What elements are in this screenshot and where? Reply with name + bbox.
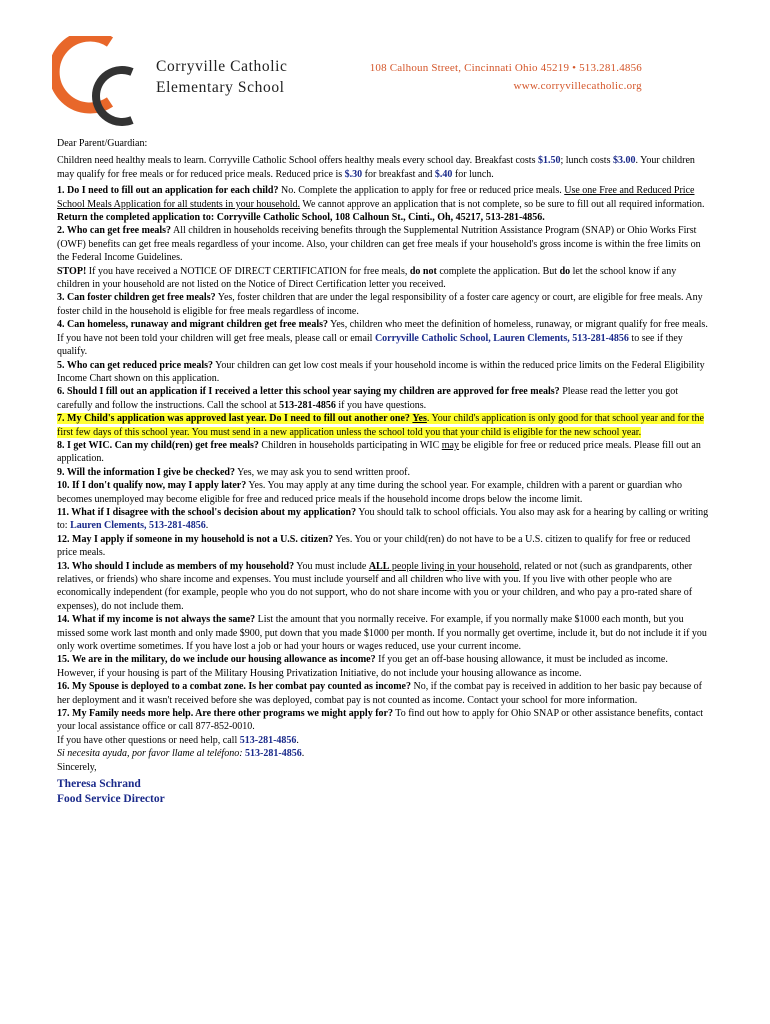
closing-text: . <box>296 734 299 746</box>
answer: . Your child's application is only good for that school year and for the first few days of this school year. You must send in a new application unless the school told you that your child is eligible for the new school year. <box>57 413 704 438</box>
closing-text: If you have other questions or need help, call <box>57 734 240 746</box>
faq-item-1 <box>57 184 709 224</box>
answer: Yes, foster children that are under the legal responsibility of a foster care agency or court, are eligible for free meals. Any foster child in the household is eligible for free meals regardless of income. <box>57 292 703 317</box>
question: 13. Who should I include as members of my household? <box>57 560 295 572</box>
question: 4. Can homeless, runaway and migrant children get free meals? <box>57 319 329 331</box>
answer: complete the application. But <box>436 265 560 277</box>
closing-help <box>57 734 709 747</box>
answer: , related or not (such as grandparents, other relatives, or friends) who share income and expenses. You must include yourself and all children who live with you. If you live with other people who are economically independent (for example, people who you do not support, who do not share income with you or your children, and who pay a pro-rated share of expenses), do not include them. <box>57 560 693 612</box>
faq-item-10 <box>57 479 709 506</box>
faq-item-13 <box>57 560 709 614</box>
answer: No, if the combat pay is received in addition to her basic pay because of her deployment and it wasn't received before she was deployed, combat pay is not counted as income. Contact your school for more information. <box>57 681 702 706</box>
reduced-lunch-cost: $.40 <box>434 168 453 180</box>
question: 5. Who can get reduced price meals? <box>57 359 214 371</box>
answer: Yes. You may apply at any time during the school year. For example, children with a parent or guardian who becomes unemployed may become eligible for free and reduced price meals if the household income drops below the income limit. <box>57 480 682 505</box>
answer: You should talk to school officials. You also may ask for a hearing by calling or writing to: <box>57 506 709 532</box>
question: 6. Should I fill out an application if I received a letter this school year saying my children are approved for free meals? <box>57 386 560 398</box>
question: 1. Do I need to fill out an application for each child? <box>57 185 279 197</box>
answer: Yes. You or your child(ren) do not have to be a U.S. citizen to qualify for free or reduced price meals. <box>57 533 691 559</box>
reduced-breakfast-cost: $.30 <box>344 168 363 180</box>
faq-item-12 <box>57 533 709 560</box>
answer: . <box>205 520 209 532</box>
answer: To find out how to apply for Ohio SNAP or other assistance benefits, contact your local assistance office or call 877-852-0010. <box>57 708 704 733</box>
faq-item-15 <box>57 653 709 680</box>
answer: Yes, children who meet the definition of homeless, runaway, or migrant qualify for free meals. If you have not been told your children will get free meals, please call or email <box>57 319 708 344</box>
letter-body <box>57 137 709 807</box>
faq-item-3 <box>57 291 709 318</box>
school-name <box>156 56 288 98</box>
intro-text: Children need healthy meals to learn. Corryville Catholic School offers healthy meals every school day. Breakfast costs <box>57 155 538 167</box>
answer: All children in households receiving benefits through the Supplemental Nutrition Assistance Program (SNAP) or Ohio Works First (OWF) benefits can get free meals regardless of your income. Also, your children can get free meals if your household's gross income is within the free limits on the Federal Income Guidelines. <box>57 225 701 264</box>
letterhead <box>0 0 770 130</box>
faq-item-17 <box>57 707 709 734</box>
answer: Children in households participating in WIC <box>258 439 442 451</box>
question: 10. If I don't qualify now, may I apply later? <box>57 480 247 492</box>
question: 7. My Child's application was approved last year. Do I need to fill out another one? <box>57 413 410 425</box>
question: 8. I get WIC. Can my child(ren) get free meals? <box>57 439 259 451</box>
intro-text: ; lunch costs <box>560 155 613 167</box>
closing-text-spanish: Si necesita ayuda, por favor llame al teléfono: <box>57 748 246 760</box>
answer: You must include <box>294 560 369 572</box>
answer-underlined: Use one Free and Reduced Price School Meals Application for all students in your household. <box>57 185 695 210</box>
phone-number: 513-281-4856 <box>239 734 297 746</box>
intro-text: for breakfast and <box>362 168 435 180</box>
question: 15. We are in the military, do we include our housing allowance as income? <box>57 654 376 666</box>
question: 2. Who can get free meals? <box>57 225 172 237</box>
sincerely: Sincerely, <box>57 761 97 773</box>
answer-underlined: people living in your household <box>389 560 520 572</box>
faq-item-4 <box>57 318 709 358</box>
lunch-cost: $3.00 <box>612 155 636 167</box>
answer-all: ALL <box>368 560 390 572</box>
answer: be eligible for free or reduced price meals. Please fill out an application. <box>57 439 701 465</box>
school-name-line2: Elementary School <box>156 79 285 96</box>
faq-item-5 <box>57 359 709 386</box>
answer-underlined: may <box>441 439 459 451</box>
faq-item-14 <box>57 613 709 653</box>
question: 14. What if my income is not always the same? <box>57 614 256 626</box>
return-address: Return the completed application to: Corryville Catholic School, 108 Calhoun St., Cinti., Oh, 45217, 513-281-4856. <box>57 212 545 224</box>
contact-info: Corryville Catholic School, Lauren Clements, 513-281-4856 <box>374 332 629 344</box>
contact-info: Lauren Clements, 513-281-4856 <box>70 520 206 532</box>
answer: If you get an off-base housing allowance, it must be included as income. However, if your housing is part of the Military Housing Privatization Initiative, do not include your housing allowance as income. <box>57 654 668 679</box>
phone-number: 513-281-4856 <box>279 399 336 411</box>
faq-item-7 <box>57 412 709 439</box>
intro-paragraph <box>57 154 709 181</box>
answer: We cannot approve an application that is not complete, so be sure to fill out all required information. <box>300 198 705 210</box>
answer: let the school know if any children in your household are not listed on the Notice of Direct Certification letter you received. <box>57 265 677 291</box>
faq-item-8 <box>57 439 709 466</box>
faq-item-9 <box>57 466 709 479</box>
question: 12. May I apply if someone in my household is not a U.S. citizen? <box>57 533 334 545</box>
intro-text: for lunch. <box>452 168 494 180</box>
faq-item-11 <box>57 506 709 533</box>
question: 16. My Spouse is deployed to a combat zone. Is her combat pay counted as income? <box>57 681 411 693</box>
closing-text: . <box>301 748 305 760</box>
answer: Your children can get low cost meals if your household income is within the reduced price limits on the Federal Eligibility Income Chart shown on this application. <box>57 359 705 384</box>
answer: If you have received a NOTICE OF DIRECT CERTIFICATION for free meals, <box>86 265 410 277</box>
emphasis: do not <box>409 265 437 277</box>
answer: if you have questions. <box>335 399 427 411</box>
question: 11. What if I disagree with the school's decision about my application? <box>57 506 357 518</box>
question: 17. My Family needs more help. Are there other programs we might apply for? <box>57 708 393 720</box>
closing-help-spanish <box>57 747 709 760</box>
signer-name: Theresa Schrand <box>57 778 141 791</box>
answer: Please read the letter you got carefully and follow the instructions. Call the school at <box>57 386 678 411</box>
school-website[interactable]: www.corryvillecatholic.org <box>513 80 642 92</box>
school-name-line1: Corryville Catholic <box>156 58 288 75</box>
salutation: Dear Parent/Guardian: <box>57 138 148 149</box>
signer-title: Food Service Director <box>57 793 165 806</box>
school-logo-icon <box>52 36 152 126</box>
stop-notice <box>57 265 709 292</box>
answer: List the amount that you normally receive. For example, if you normally make $1000 each month, but you missed some work last month and only made $900, put down that you made $1000 per month. If you normally get overtime, include it, but do not include it if you only work overtime sometimes. If you have lost a job or had your hours or wages reduced, use your current income. <box>57 614 707 653</box>
breakfast-cost: $1.50 <box>537 155 561 167</box>
answer: Yes, we may ask you to send written proof. <box>234 466 410 478</box>
answer-yes: Yes <box>412 413 427 425</box>
question: 9. Will the information I give be checked? <box>57 466 235 478</box>
faq-item-16 <box>57 680 709 707</box>
phone-number: 513-281-4856 <box>245 748 302 760</box>
intro-text: . Your children may qualify for free meals or for reduced price meals. Reduced price is <box>57 155 695 180</box>
faq-item-2 <box>57 224 709 264</box>
answer: No. Complete the application to apply for free or reduced price meals. <box>278 185 565 197</box>
answer: to see if they qualify. <box>57 332 683 358</box>
emphasis: do <box>559 265 571 277</box>
school-address: 108 Calhoun Street, Cincinnati Ohio 45219 • 513.281.4856 <box>369 62 642 74</box>
stop-label: STOP! <box>57 265 87 277</box>
question: 3. Can foster children get free meals? <box>57 292 216 304</box>
faq-item-6 <box>57 385 709 412</box>
